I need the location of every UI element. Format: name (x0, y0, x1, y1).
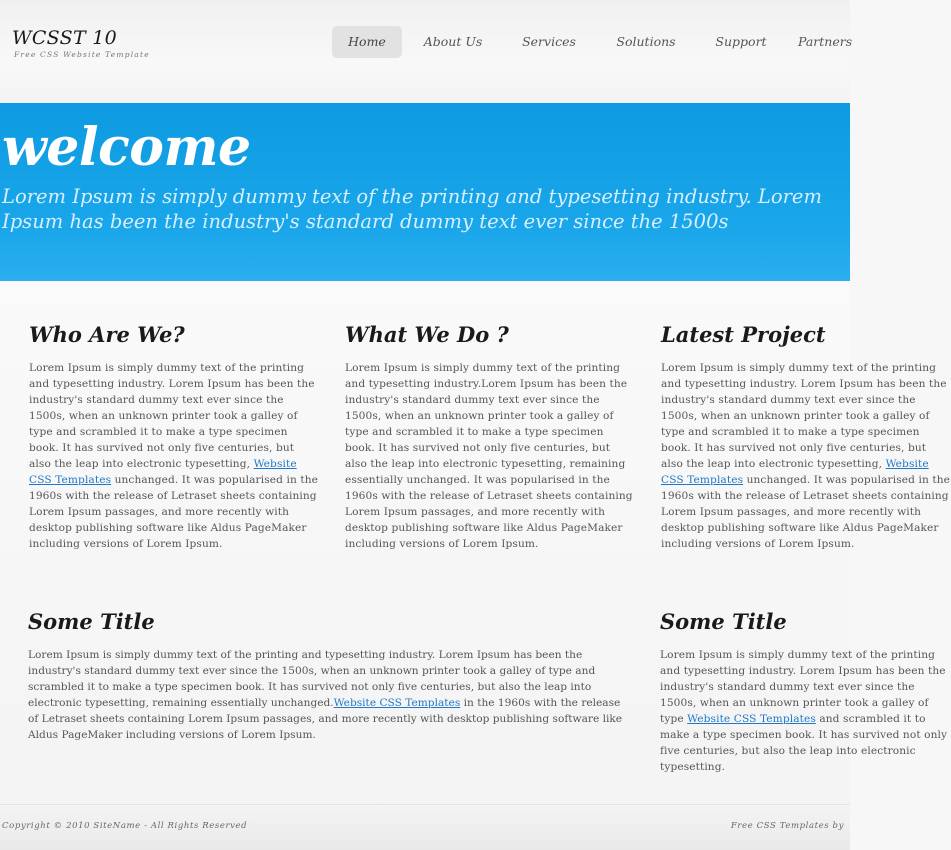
nav-item-support[interactable]: Support (715, 34, 767, 49)
website-css-templates-link[interactable]: Website CSS Templates (333, 697, 461, 709)
nav-item-home[interactable]: Home (332, 26, 402, 58)
column-text: Lorem Ipsum is simply dummy text of the printing and typesetting industry. Lorem Ipsum has been the industry's standard dummy text ever since the 1500s, when an unknown printer took a galley of type and scrambled it to make a type specimen book. It has survived not only five centuries, but also the leap into electronic typesetting, Website CSS Templates unchanged. It was popularised in the 1960s with the release of Letraset sheets containing Lorem Ipsum passages, and more recently with desktop publishing software like Aldus PageMaker including versions of Lorem Ipsum. (661, 362, 950, 550)
column-title: Latest Project (661, 322, 826, 347)
site-footer (0, 804, 850, 850)
logo-tagline: Free CSS Website Template (14, 50, 150, 59)
banner-heading: welcome (2, 117, 251, 178)
column-title: What We Do ? (345, 322, 509, 347)
nav-item-partners[interactable]: Partners (798, 34, 853, 49)
column-text: Lorem Ipsum is simply dummy text of the printing and typesetting industry.Lorem Ipsum has been the industry's standard dummy text ever since the 1500s, when an unknown printer took a galley of type and scrambled it to make a type specimen book. It has survived not only five centuries, but also the leap into electronic typesetting, remaining essentially unchanged. It was popularised in the 1960s with the release of Letraset sheets containing Lorem Ipsum passages, and more recently with desktop publishing software like Aldus PageMaker including versions of Lorem Ipsum. (345, 362, 633, 550)
latest-project-column (661, 322, 950, 552)
footer-copyright: Copyright © 2010 SiteName - All Rights Reserved (2, 821, 248, 831)
column-title: Who Are We? (29, 322, 185, 347)
website-css-templates-link[interactable]: Website CSS Templates (29, 458, 297, 486)
section-title: Some Title (660, 609, 787, 634)
banner-text: Lorem Ipsum is simply dummy text of the printing and typesetting industry. Lorem Ipsum has been the industry's standard dummy text ever since the 1500s (2, 185, 822, 233)
welcome-banner (0, 103, 850, 281)
footer-credit[interactable]: Free CSS Templates by (730, 821, 844, 831)
site-header (0, 0, 853, 103)
some-title-side-section (660, 609, 948, 773)
nav-item-solutions[interactable]: Solutions (616, 34, 676, 49)
who-are-we-column (29, 322, 319, 552)
column-text: Lorem Ipsum is simply dummy text of the printing and typesetting industry. Lorem Ipsum has been the industry's standard dummy text ever since the 1500s, when an unknown printer took a galley of type and scrambled it to make a type specimen book. It has survived not only five centuries, but also the leap into electronic typesetting, Website CSS Templates unchanged. It was popularised in the 1960s with the release of Letraset sheets containing Lorem Ipsum passages, and more recently with desktop publishing software like Aldus PageMaker including versions of Lorem Ipsum. (29, 362, 318, 550)
some-title-section (28, 609, 628, 743)
website-css-templates-link[interactable]: Website CSS Templates (661, 458, 929, 486)
logo-title[interactable]: WCSST 10 (12, 27, 118, 49)
nav-item-services[interactable]: Services (522, 34, 576, 49)
section-title: Some Title (28, 609, 155, 634)
nav-item-about-us[interactable]: About Us (423, 34, 483, 49)
what-we-do-column (345, 322, 635, 552)
section-text: Lorem Ipsum is simply dummy text of the printing and typesetting industry. Lorem Ipsum has been the industry's standard dummy text ever since the 1500s, when an unknown printer took a galley of type Website CSS Templates and scrambled it to make a type specimen book. It has survived not only five centuries, but also the leap into electronic typesetting. (660, 649, 948, 773)
section-text: Lorem Ipsum is simply dummy text of the printing and typesetting industry. Lorem Ipsum has been the industry's standard dummy text ever since the 1500s, when an unknown printer took a galley of type and scrambled it to make a type specimen book. It has survived not only five centuries, but also the leap into electronic typesetting, remaining essentially unchanged.Website CSS Templates in the 1960s with the release of Letraset sheets containing Lorem Ipsum passages, and more recently with desktop publishing software like Aldus PageMaker including versions of Lorem Ipsum. (28, 649, 623, 741)
website-css-templates-link[interactable]: Website CSS Templates (687, 713, 816, 725)
